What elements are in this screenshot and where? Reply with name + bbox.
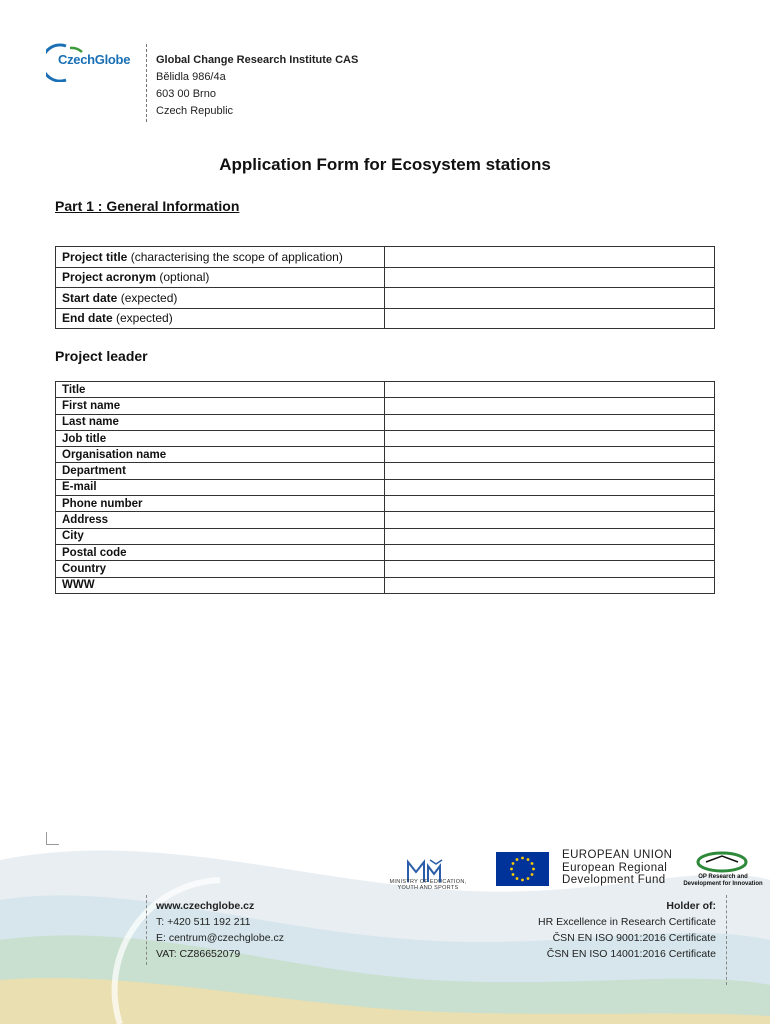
field-note: (characterising the scope of application) [130,249,343,264]
general-info-row [56,267,715,288]
footer-certificates [538,898,716,962]
project-leader-row [56,544,715,560]
project-leader-value-field[interactable] [385,382,715,398]
general-info-label [56,247,385,268]
project-leader-value-field[interactable] [385,512,715,528]
eu-line-3: Development Fund [562,874,666,886]
project-leader-label: Postal code [56,544,385,560]
project-leader-heading: Project leader [55,348,148,364]
eu-star-icon [531,862,534,865]
project-leader-row [56,577,715,593]
general-info-label [56,308,385,329]
institute-address-block [156,52,358,120]
project-leader-label: WWW [56,577,385,593]
eu-star-icon [521,857,524,860]
general-info-value-field[interactable] [385,267,715,288]
project-leader-label: Address [56,512,385,528]
op-research-logo [692,848,752,876]
logo-wordmark: CzechGlobe [58,52,131,67]
project-leader-value-field[interactable] [385,414,715,430]
address-city: 603 00 Brno [156,88,216,100]
op-research-text [683,874,763,888]
project-leader-row [56,479,715,495]
address-street: Bělidla 986/4a [156,71,226,83]
project-leader-row [56,463,715,479]
project-leader-value-field[interactable] [385,447,715,463]
address-country: Czech Republic [156,105,234,117]
holder-heading: Holder of: [666,900,716,912]
general-info-row [56,308,715,329]
header-divider [146,44,147,122]
project-leader-row [56,512,715,528]
eu-star-icon [527,877,530,880]
eu-fund-text [562,849,672,887]
project-leader-row [56,430,715,446]
institute-name: Global Change Research Institute CAS [156,54,359,66]
project-leader-row [56,398,715,414]
field-label: Start date [62,290,118,305]
project-leader-value-field[interactable] [385,479,715,495]
project-leader-label: Phone number [56,496,385,512]
project-leader-value-field[interactable] [385,561,715,577]
eu-star-icon [512,873,515,876]
field-note: (expected) [120,290,178,305]
eu-star-icon [532,868,535,871]
field-label: Project acronym [62,270,157,285]
footer-divider-left [146,895,147,965]
project-leader-label: Organisation name [56,447,385,463]
project-leader-value-field[interactable] [385,577,715,593]
project-leader-label: Country [56,561,385,577]
project-leader-label: Last name [56,414,385,430]
field-note: (expected) [116,311,173,326]
project-leader-row [56,447,715,463]
project-leader-value-field[interactable] [385,544,715,560]
project-leader-row [56,382,715,398]
project-leader-row [56,561,715,577]
footer-vat: VAT: CZ86652079 [156,948,241,960]
eu-star-icon [527,858,530,861]
project-leader-label: E-mail [56,479,385,495]
footer-website-link[interactable]: www.czechglobe.cz [156,900,255,912]
eu-star-icon [512,862,515,865]
general-information-table [55,246,715,329]
project-leader-label: City [56,528,385,544]
eu-star-icon [516,858,519,861]
eu-star-icon [521,879,524,882]
msmt-caption: MINISTRY OF EDUCATION, YOUTH AND SPORTS [389,879,467,891]
project-leader-row [56,414,715,430]
eu-line-2: European Regional [562,861,668,874]
eu-flag-icon [496,852,549,886]
general-info-value-field[interactable] [385,288,715,309]
field-label: End date [62,311,113,326]
document-title: Application Form for Ecosystem stations [219,155,551,174]
project-leader-table [55,381,715,594]
project-leader-value-field[interactable] [385,463,715,479]
general-info-row [56,288,715,309]
footer-email-link[interactable]: E: centrum@czechglobe.cz [156,932,284,944]
general-info-value-field[interactable] [385,308,715,329]
general-info-label [56,288,385,309]
field-label: Project title [62,249,128,264]
project-leader-label: Department [56,463,385,479]
footer-contacts [156,898,284,962]
footer-phone: T: +420 511 192 211 [156,916,251,928]
crop-mark [46,832,59,845]
project-leader-value-field[interactable] [385,398,715,414]
certificate-hr: HR Excellence in Research Certificate [538,916,716,928]
eu-star-icon [516,877,519,880]
field-note: (optional) [159,270,210,285]
project-leader-value-field[interactable] [385,430,715,446]
project-leader-label: First name [56,398,385,414]
eu-line-1: EUROPEAN UNION [562,849,673,861]
eu-star-icon [531,873,534,876]
eu-star-icon [510,868,513,871]
project-leader-value-field[interactable] [385,528,715,544]
certificate-iso14001: ČSN EN ISO 14001:2016 Certificate [546,948,716,960]
project-leader-row [56,528,715,544]
part1-heading: Part 1 : General Information [55,198,240,214]
op-line-1: OP Research and [698,874,748,880]
certificate-iso9001: ČSN EN ISO 9001:2016 Certificate [552,932,716,944]
project-leader-row [56,496,715,512]
project-leader-label: Job title [56,430,385,446]
project-leader-label: Title [56,382,385,398]
op-line-2: Development for Innovation [683,881,763,887]
project-leader-value-field[interactable] [385,496,715,512]
general-info-row [56,247,715,268]
general-info-label [56,267,385,288]
footer-divider-right [726,895,727,985]
general-info-value-field[interactable] [385,247,715,268]
